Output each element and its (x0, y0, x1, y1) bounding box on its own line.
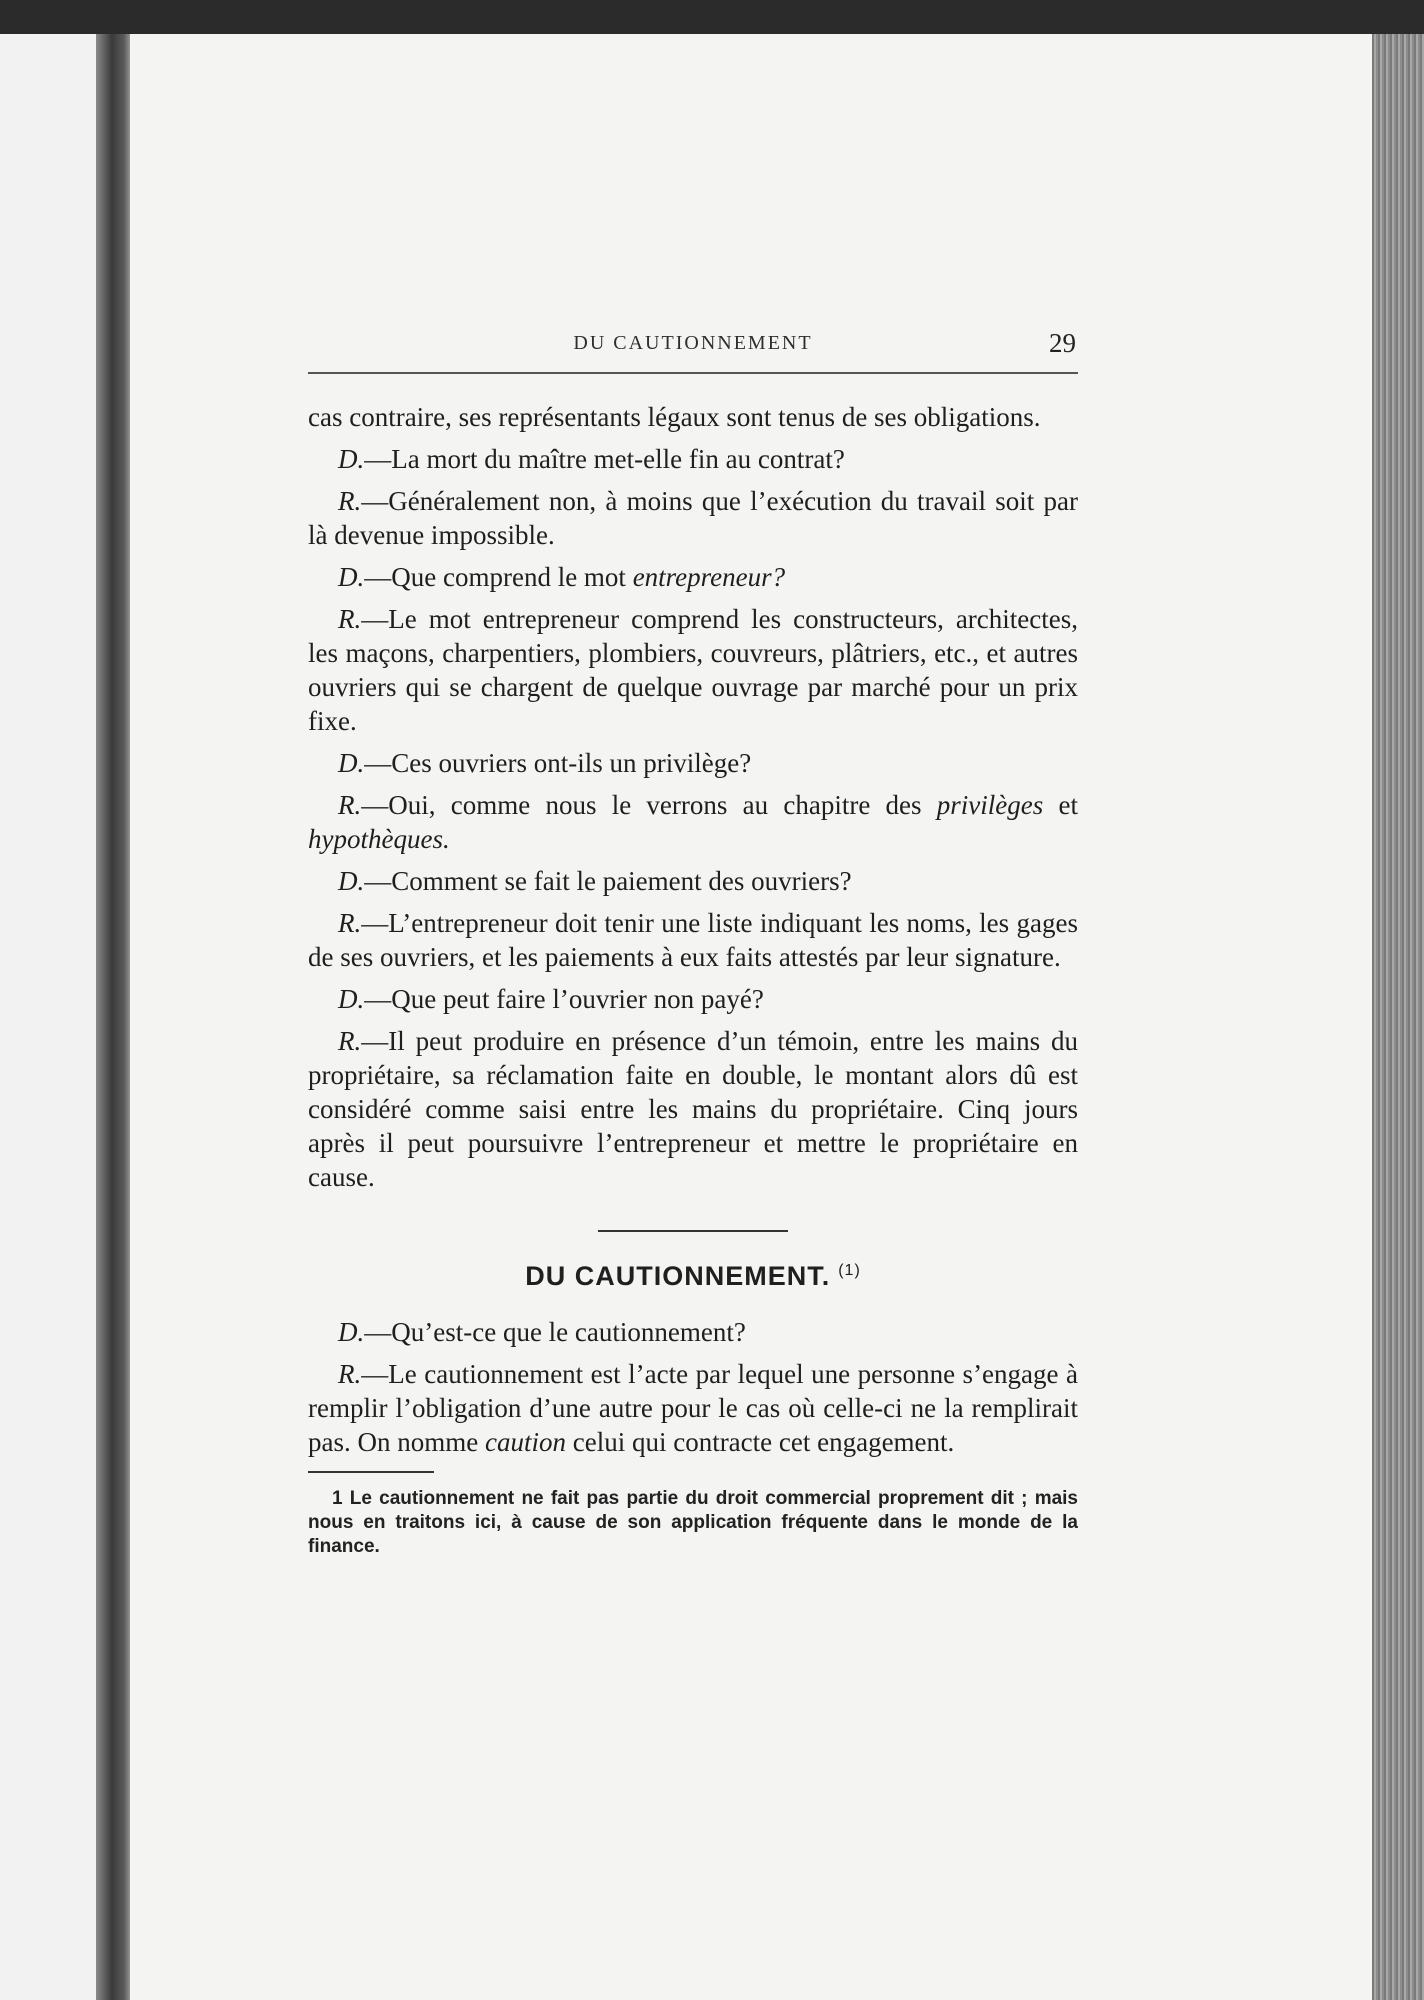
question (308, 560, 1078, 594)
question (308, 746, 1078, 780)
section-title-text: DU CAUTIONNEMENT. (525, 1261, 831, 1291)
paragraph-text: —Le mot entrepreneur comprend les constructeurs, architectes, les maçons, charpentiers, plombiers, couvreurs, plâtriers, etc., et autres ouvriers qui se chargent de quelque ouvrage par marché pour un prix fixe. (308, 604, 1078, 736)
answer (308, 1024, 1078, 1194)
speaker-label: R. (338, 486, 362, 516)
facing-page-margin (0, 34, 100, 2000)
speaker-label: D. (338, 444, 365, 474)
paragraph-text: et (1043, 790, 1078, 820)
paragraph-text: —Que peut faire l’ouvrier non payé? (364, 984, 764, 1014)
italic-term: caution (484, 1427, 566, 1457)
answer (308, 788, 1078, 856)
paragraph-text: —Oui, comme nous le verrons au chapitre des (361, 790, 937, 820)
footnote-rule (308, 1471, 434, 1473)
paragraph-text: celui qui contracte cet engagement. (565, 1427, 955, 1457)
speaker-label: D. (338, 562, 365, 592)
footnote: 1 Le cautionnement ne fait pas partie du droit commercial proprement dit ; mais nous en traitons ici, à cause de son application fréquente dans le monde de la finance. (308, 1488, 1078, 1557)
footnote-marker: (1) (838, 1262, 861, 1279)
speaker-label: R. (338, 1026, 362, 1056)
speaker-label: R. (338, 908, 362, 938)
question (308, 864, 1078, 898)
speaker-label: D. (338, 1317, 365, 1347)
italic-term: entrepreneur? (632, 562, 786, 592)
paragraph-text: —L’entrepreneur doit tenir une liste indiquant les noms, les gages de ses ouvriers, et les paiements à eux faits attestés par leur signature. (308, 908, 1078, 972)
paragraph-text: —Généralement non, à moins que l’exécution du travail soit par là devenue impossible. (308, 486, 1078, 550)
paragraph (308, 400, 1078, 434)
answer (308, 1357, 1078, 1459)
running-head: DU CAUTIONNEMENT (573, 332, 813, 354)
paragraph-text: —Ces ouvriers ont-ils un privilège? (364, 748, 752, 778)
speaker-label: R. (338, 1359, 362, 1389)
page-edges (1372, 34, 1424, 2000)
question (308, 442, 1078, 476)
answer (308, 602, 1078, 738)
paragraph-text: cas contraire, ses représentants légaux sont tenus de ses obligations. (308, 402, 1041, 432)
speaker-label: R. (338, 790, 362, 820)
section-title (308, 1254, 1078, 1293)
page-header (308, 328, 1078, 374)
paragraph-text: —Le cautionnement est l’acte par lequel une personne s’engage à remplir l’obligation d’une autre pour le cas où celle-ci ne la remplirait pas. On nomme (308, 1359, 1078, 1457)
paragraph-text: —Il peut produire en présence d’un témoin, entre les mains du propriétaire, sa réclamation faite en double, le montant alors dû est considéré comme saisi entre les mains du propriétaire. Cinq jours après il peut poursuivre l’entrepreneur et mettre le propriétaire en cause. (308, 1026, 1078, 1192)
italic-term: privilèges (936, 790, 1044, 820)
paragraph-text: —Comment se fait le paiement des ouvriers? (364, 866, 852, 896)
paragraph-text: —La mort du maître met-elle fin au contrat? (364, 444, 845, 474)
paragraph-text: —Qu’est-ce que le cautionnement? (364, 1317, 746, 1347)
answer (308, 484, 1078, 552)
answer (308, 906, 1078, 974)
speaker-label: D. (338, 748, 365, 778)
question (308, 1315, 1078, 1349)
section-divider (598, 1230, 788, 1232)
paragraph-text: —Que comprend le mot (364, 562, 633, 592)
question (308, 982, 1078, 1016)
speaker-label: D. (338, 984, 365, 1014)
body-text (308, 400, 1078, 1559)
speaker-label: D. (338, 866, 365, 896)
speaker-label: R. (338, 604, 362, 634)
page-number: 29 (1049, 328, 1076, 358)
italic-term: hypothèques. (308, 824, 450, 854)
scan-top-border (0, 0, 1424, 34)
